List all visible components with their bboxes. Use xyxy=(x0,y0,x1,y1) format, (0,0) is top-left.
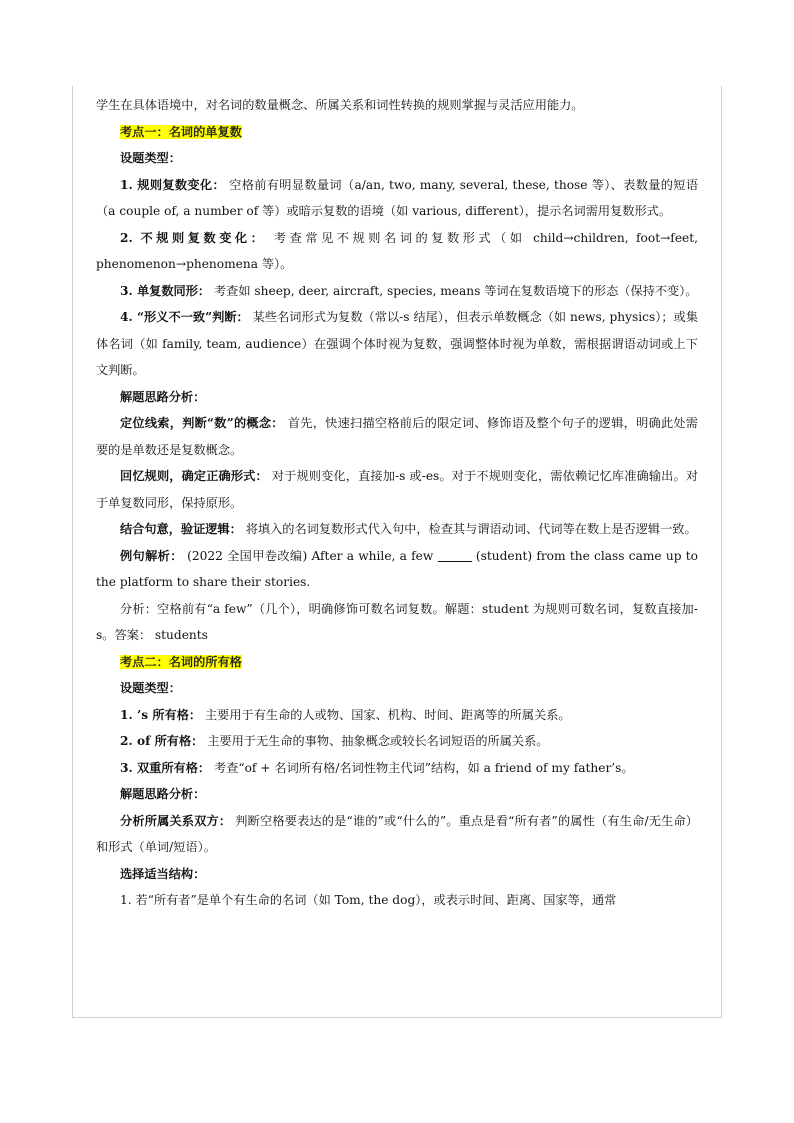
section1-item-4: 4. “形义不一致”判断： 某些名词形式为复数（常以-s 结尾），但表示单数概念（如 news, physics）；或集体名词（如 family, team, audience）在强调个体时视为复数，强调整体时视为单数，需根据谓语动词或上下文判断。 xyxy=(96,310,699,377)
section2-last-line: 1. 若“所有者”是单个有生命的名词（如 Tom, the dog），或表示时间、距离、国家等，通常 xyxy=(120,893,617,907)
section1-title: 考点一：名词的单复数 xyxy=(120,124,242,139)
section1-item-2: 2. 不规则复数变化： 考查常见不规则名词的复数形式（如 child→children, foot→feet, phenomenon→phenomena 等）。 xyxy=(96,230,699,271)
section1-item-1: 1. 规则复数变化： 空格前有明显数量词（a/an, two, many, several, these, those 等）、表数量的短语（a couple of, a number of 等）或暗示复数的语境（如 various, different），提示名词需用复数形式。 xyxy=(96,177,699,218)
section2-choose-label: 选择适当结构： xyxy=(120,866,206,881)
section2-item-1: 1. ’s 所有格： 主要用于有生命的人或物、国家、机构、时间、距离等的所属关系。 xyxy=(120,707,571,722)
section1-step-1: 定位线索，判断“数”的概念： 首先，快速扫描空格前后的限定词、修饰语及整个句子的逻辑，明确此处需要的是单数还是复数概念。 xyxy=(96,416,698,457)
section1-types-label: 设题类型： xyxy=(120,151,181,165)
section2-item-3: 3. 双重所有格： 考查“of + 名词所有格/名词性物主代词”结构，如 a friend of my father’s。 xyxy=(120,760,634,775)
example-analysis: 分析：空格前有“a few”（几个），明确修饰可数名词复数。解题：student 为规则可数名词，复数直接加-s。答案： students xyxy=(96,601,698,642)
section1-step-3: 结合句意，验证逻辑： 将填入的名词复数形式代入句中，检查其与谓语动词、代词等在数上是否逻辑一致。 xyxy=(120,522,697,536)
section1-step-2: 回忆规则，确定正确形式： 对于规则变化，直接加-s 或-es。对于不规则变化，需依赖记忆库准确输出。对于单复数同形，保持原形。 xyxy=(96,469,699,510)
document-body xyxy=(96,92,698,914)
section2-item-2: 2. of 所有格： 主要用于无生命的事物、抽象概念或较长名词短语的所属关系。 xyxy=(120,734,549,748)
intro-text: 学生在具体语境中，对名词的数量概念、所属关系和词性转换的规则掌握与灵活应用能力。 xyxy=(96,98,584,112)
section2-types-label: 设题类型： xyxy=(120,681,181,695)
section1-item-3: 3. 单复数同形： 考查如 sheep, deer, aircraft, species, means 等词在复数语境下的形态（保持不变）。 xyxy=(120,283,698,298)
example-answer: students xyxy=(154,628,208,642)
section1-analysis-label: 解题思路分析： xyxy=(120,389,206,404)
section2-step-1: 分析所属关系双方： 判断空格要表达的是“谁的”或“什么的”。重点是看“所有者”的属性（有生命/无生命）和形式（单词/短语）。 xyxy=(96,813,698,854)
example-sentence: 例句解析： (2022 全国甲卷改编) After a while, a few (student) from the class came up to the platform to share their stories. xyxy=(96,548,699,589)
answer-blank xyxy=(438,549,472,562)
section2-title: 考点二：名词的所有格 xyxy=(120,654,242,669)
section2-analysis-label: 解题思路分析： xyxy=(120,787,206,801)
